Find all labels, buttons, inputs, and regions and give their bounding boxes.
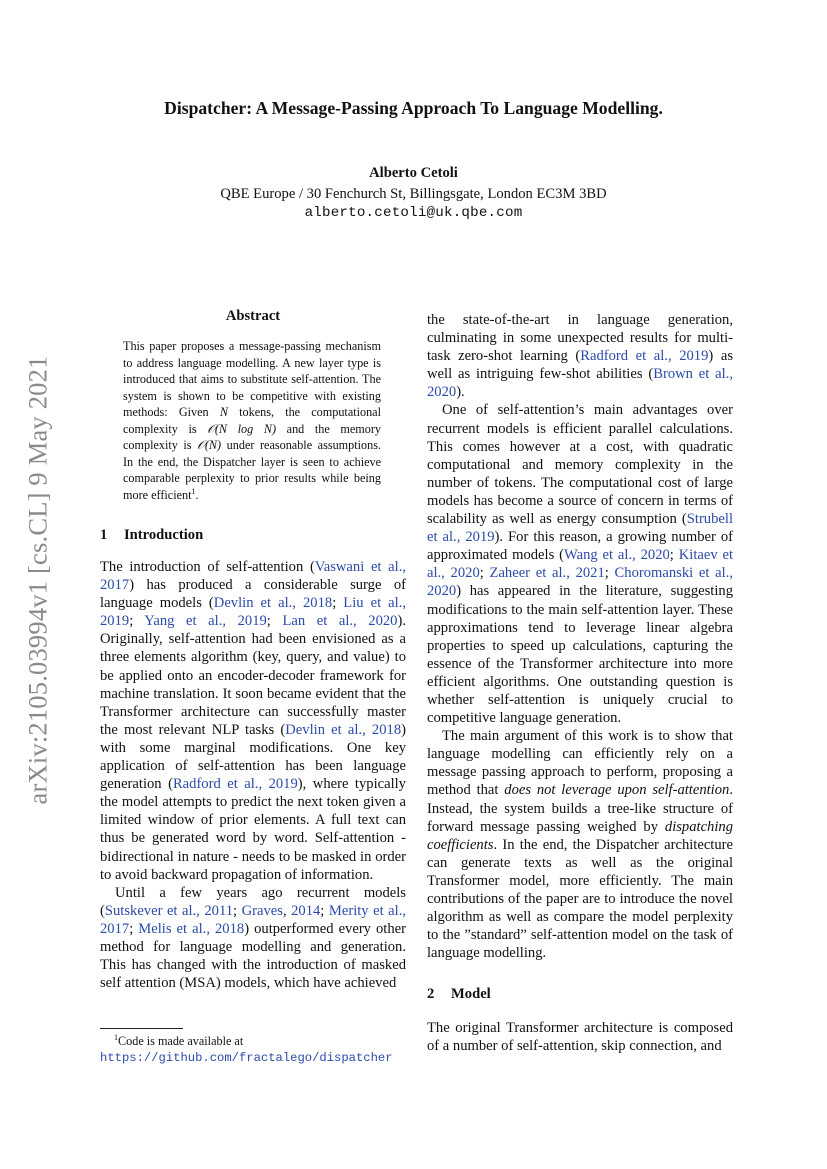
footnote-rule xyxy=(100,1028,183,1029)
author-name: Alberto Cetoli xyxy=(369,165,458,181)
author-email[interactable]: alberto.cetoli@uk.qbe.com xyxy=(304,205,523,221)
citation-link[interactable]: Radford et al., 2019 xyxy=(172,776,298,793)
citation-link[interactable]: Brown et al., 2020 xyxy=(427,366,734,401)
citation-link[interactable]: Yang et al., 2019 xyxy=(144,613,267,630)
intro-paragraph-2-continues: ) outperformed every other method for language modelling and generation. This has changed with the introduction of masked self attention (MSA) models, which have achieved xyxy=(100,920,406,992)
citation-link[interactable]: Graves xyxy=(241,902,283,919)
intro-paragraph-2: Until a few years ago recurrent models (Sutskever et al., 2011; Graves, 2014; Merity et al., 2017; Melis et al., 2018) outperformed every other method for language modelling and generation. This has changed with the introduction of masked self attention (MSA) models, which have achieved xyxy=(100,884,406,992)
citation-link[interactable]: Choromanski et al., 2020 xyxy=(427,565,733,600)
citation-link[interactable]: Devlin et al., 2018 xyxy=(213,595,333,612)
citation-link[interactable]: Vaswani et al., 2017 xyxy=(100,559,406,594)
section-heading-model: 2 Model xyxy=(427,986,491,1003)
footnote-marker[interactable]: 1 xyxy=(191,486,196,496)
citation-link[interactable]: Merity et al., 2017 xyxy=(100,902,406,937)
paper-title: Dispatcher: A Message-Passing Approach To Language Modelling. xyxy=(164,98,663,118)
citation-link[interactable]: Lan et al., 2020 xyxy=(282,613,398,630)
author-affiliation: QBE Europe / 30 Fenchurch St, Billingsgate, London EC3M 3BD xyxy=(220,186,607,202)
footnote: $^1$Code is made available at https://github.com/fractalego/dispatcher xyxy=(100,1032,393,1065)
citation-link[interactable]: Strubell et al., 2019 xyxy=(427,511,733,546)
citation-link[interactable]: 2014 xyxy=(291,902,321,919)
abstract-body: This paper proposes a message-passing mechanism to address language modelling. A new layer type is introduced that aims to substitute self-attention. The system is shown to be competitive with existing methods: Given N tokens, the computational complexity is 𝒪(N log N) and the memory complexity is 𝒪(N) under reasonable assumptions. In the end, the Dispatcher layer is seen to achieve comparable perplexity to prior results while being more efficient$^1$. xyxy=(123,339,381,502)
section-heading-introduction: 1 Introduction xyxy=(100,527,204,543)
citation-link[interactable]: Wang et al., 2020 xyxy=(563,547,670,564)
math-n: N xyxy=(219,405,228,419)
intro-paragraph-3: One of self-attention’s main advantages over recurrent models is efficient parallel calculations. This comes however at a cost, with quadratic computational and memory complexity in the number of tokens. The computational cost of large models has become a source of concern in terms of scalability as well as energy consumption (Strubell et al., 2019). For this reason, a growing number of approximated models (Wang et al., 2020; Kitaev et al., 2020; Zaheer et al., 2021; Choromanski et al., 2020) has appeared in the literature, suggesting modifications to the main self-attention layer. These approximations tend to leverage linear algebra properties to speed up calculations, capturing the essence of the Transformer architecture into more efficient algorithms. One outstanding question is whether self-attention is uniquely crucial to competitive language generation. xyxy=(427,402,734,727)
citation-link[interactable]: Sutskever et al., 2011 xyxy=(104,902,234,919)
model-paragraph-1: The original Transformer architecture is composed of a number of self-attention, skip connection, and xyxy=(427,1020,733,1055)
citation-link[interactable]: Radford et al., 2019 xyxy=(580,348,709,365)
citation-link[interactable]: Liu et al., 2019 xyxy=(100,595,407,630)
citation-link[interactable]: Kitaev et al., 2020 xyxy=(427,547,734,582)
left-column xyxy=(100,308,406,992)
citation-link[interactable]: Melis et al., 2018 xyxy=(138,920,245,937)
math-complexity-nlogn: 𝒪(N log N) xyxy=(207,421,277,436)
intro-paragraph-1: The introduction of self-attention (Vaswani et al., 2017) has produced a considerable surge of language models (Devlin et al., 2018; Liu et al., 2019; Yang et al., 2019; Lan et al., 2020). Originally, self-attention had been envisioned as a three elements algorithm (key, query, and value) to be applied onto an encoder-decoder framework for machine translation. It soon became evident that the Transformer architecture can successfully master the most relevant NLP tasks (Devlin et al., 2018) with some marginal modifications. One key application of self-attention has been language generation (Radford et al., 2019), where typically the model attempts to predict the next token given a limited window of prior elements. A full text can thus be generated word by word. Self-attention - bidirectional in nature - needs to be masked in order to avoid backward propagation of information. xyxy=(100,559,407,883)
intro-paragraph-2-continued: the state-of-the-art in language generation, culminating in some unexpected results for multi-task zero-shot learning (Radford et al., 2019) as well as intriguing few-shot abilities (Brown et al., 2020). xyxy=(427,312,734,401)
arxiv-identifier-stamp: arXiv:2105.03994v1 [cs.CL] 9 May 2021 xyxy=(22,355,53,805)
right-column xyxy=(427,311,733,1056)
code-repository-link[interactable]: https://github.com/fractalego/dispatcher xyxy=(100,1051,393,1065)
math-complexity-n: 𝒪(N) xyxy=(197,438,222,452)
citation-link[interactable]: Zaheer et al., 2021 xyxy=(489,565,605,582)
abstract-heading: Abstract xyxy=(225,308,281,324)
intro-paragraph-4: The main argument of this work is to show that language modelling can efficiently rely on a message passing approach to perform, proposing a method that does not leverage upon self-attention. Instead, the system builds a tree-like structure of forward message passing weighed by dispatching coefficients. In the end, the Dispatcher architecture can generate texts as well as the original Transformer model, more efficiently. The main contributions of the paper are to introduce the novel algorithm as well as compare the model perplexity to the ”standard” self-attention model on the task of language modelling. xyxy=(427,728,733,962)
citation-link[interactable]: Devlin et al., 2018 xyxy=(285,721,402,738)
